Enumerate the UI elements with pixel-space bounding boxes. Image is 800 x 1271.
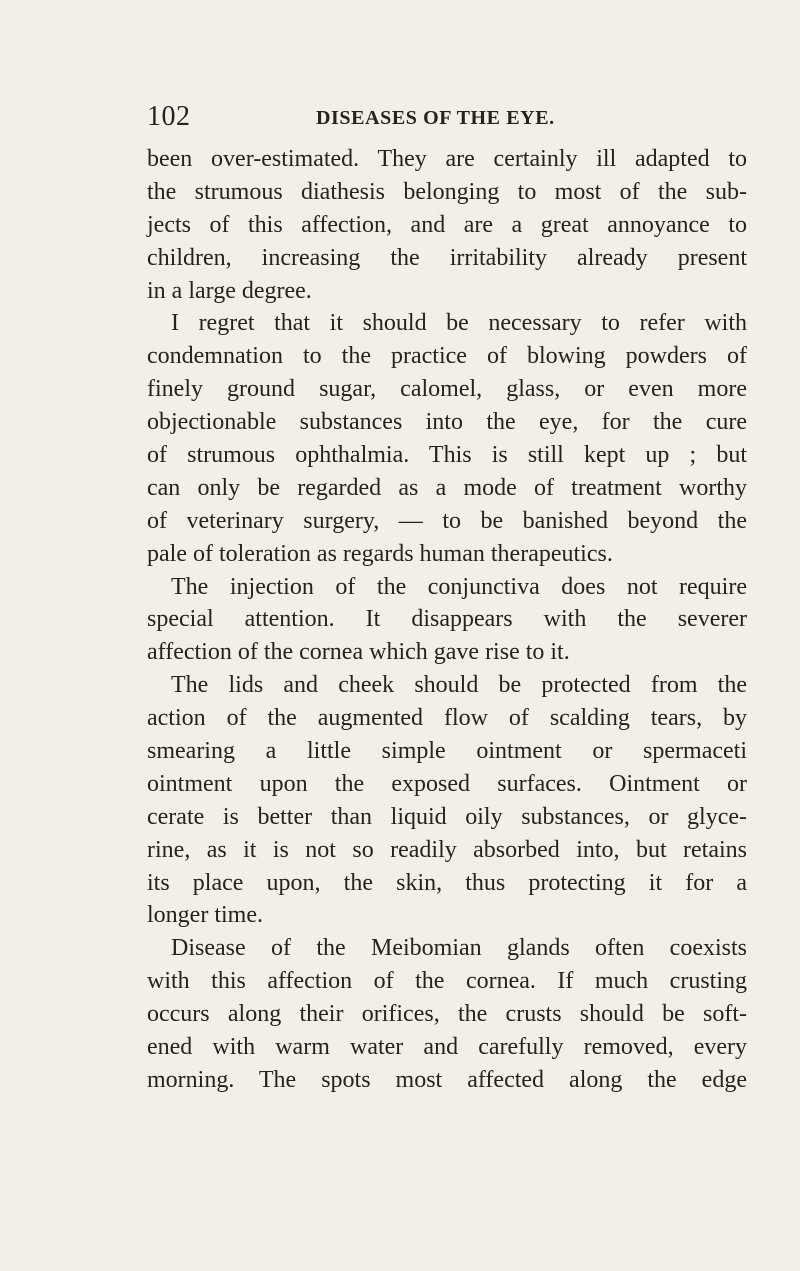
text-line: ened with warm water and carefully removed, every	[147, 1034, 747, 1061]
text-line: The lids and cheek should be protected from the	[171, 672, 747, 699]
text-line: action of the augmented flow of scalding tears, by	[147, 705, 747, 732]
running-title: DISEASES OF THE EYE.	[316, 107, 555, 129]
text-line: with this affection of the cornea. If much crusting	[147, 968, 747, 995]
text-line: condemnation to the practice of blowing powders of	[147, 343, 747, 370]
text-line: of veterinary surgery, — to be banished beyond the	[147, 507, 747, 534]
text-line: can only be regarded as a mode of treatment worthy	[147, 474, 747, 501]
text-line: its place upon, the skin, thus protecting it for a	[147, 869, 747, 896]
text-line: I regret that it should be necessary to refer with	[171, 310, 747, 337]
text-line: been over-estimated. They are certainly ill adapted to	[147, 146, 747, 172]
text-line: finely ground sugar, calomel, glass, or even more	[147, 376, 747, 403]
text-line: The injection of the conjunctiva does not require	[171, 573, 747, 600]
text-line: objectionable substances into the eye, for the cure	[147, 409, 747, 436]
text-line: of strumous ophthalmia. This is still kept up ; but	[147, 442, 747, 469]
text-line: longer time.	[147, 902, 263, 929]
running-head	[147, 100, 747, 134]
text-line: special attention. It disappears with the severer	[147, 606, 747, 633]
text-line: ointment upon the exposed surfaces. Ointment or	[147, 770, 747, 797]
text-line: occurs along their orifices, the crusts should be soft-	[147, 1001, 747, 1028]
text-line: affection of the cornea which gave rise to it.	[147, 639, 570, 666]
text-line: cerate is better than liquid oily substances, or glyce-	[147, 803, 747, 830]
text-line: Disease of the Meibomian glands often coexists	[171, 935, 747, 962]
text-line: pale of toleration as regards human therapeutics.	[147, 540, 613, 567]
text-line: jects of this affection, and are a great annoyance to	[147, 211, 747, 238]
text-line: the strumous diathesis belonging to most of the sub-	[147, 178, 747, 205]
text-line: in a large degree.	[147, 277, 312, 304]
page-number: 102	[147, 101, 191, 132]
body-text	[147, 143, 747, 1097]
text-line: morning. The spots most affected along the edge	[147, 1066, 747, 1093]
text-line: rine, as it is not so readily absorbed into, but retains	[147, 836, 747, 863]
text-line: smearing a little simple ointment or spermaceti	[147, 738, 747, 765]
text-line: children, increasing the irritability already present	[147, 244, 747, 271]
